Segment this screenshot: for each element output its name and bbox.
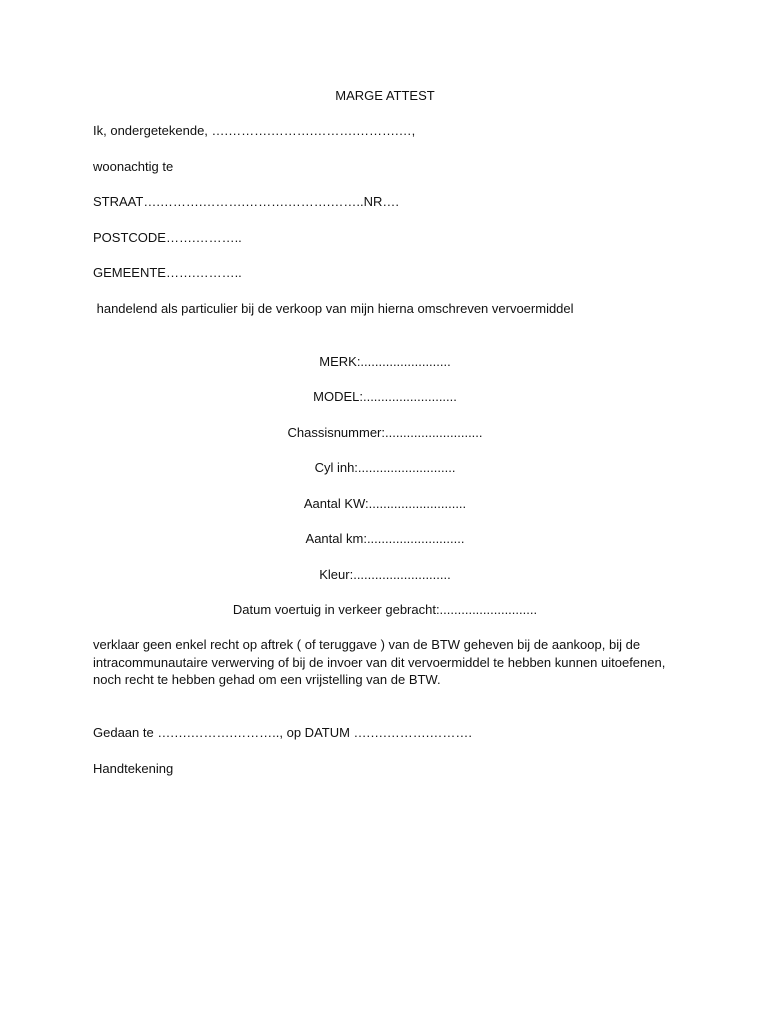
field-color: Kleur:........................... — [319, 567, 451, 582]
residence-line: woonachtig te — [93, 159, 174, 174]
declaration-paragraph: verklaar geen enkel recht op aftrek ( of teruggave ) van de BTW geheven bij de aankoop, bij de intracommunautaire verwerving of bij de invoer van dit vervoermiddel te hebben kunnen uitoefenen, noch recht te hebben gehad om een vrijstelling van de BTW. — [93, 637, 666, 687]
field-model: MODEL:.......................... — [313, 389, 457, 404]
done-at-line: Gedaan te ….….……….……….., op DATUM ….….……….………. — [93, 725, 472, 740]
municipality-line: GEMEENTE…….……….. — [93, 265, 242, 280]
field-first-registration: Datum voertuig in verkeer gebracht:........................... — [232, 602, 538, 617]
field-brand: MERK:......................... — [319, 354, 451, 369]
document-title: MARGE ATTEST — [335, 88, 435, 103]
field-km: Aantal km:........................... — [305, 531, 465, 546]
postcode-line: POSTCODE…….……….. — [93, 230, 242, 245]
field-cylinder: Cyl inh:........................... — [314, 460, 456, 475]
signer-line: Ik, ondergetekende, ….……….……….……….……….…, — [93, 123, 416, 138]
field-chassis: Chassisnummer:........................... — [287, 425, 483, 440]
signature-label: Handtekening — [93, 761, 174, 776]
street-line: STRAAT….……….……….……….……….……..NR…. — [93, 194, 399, 209]
acting-line: handelend als particulier bij de verkoop van mijn hierna omschreven vervoermiddel — [93, 301, 574, 316]
field-kw: Aantal KW:........................... — [303, 496, 467, 511]
